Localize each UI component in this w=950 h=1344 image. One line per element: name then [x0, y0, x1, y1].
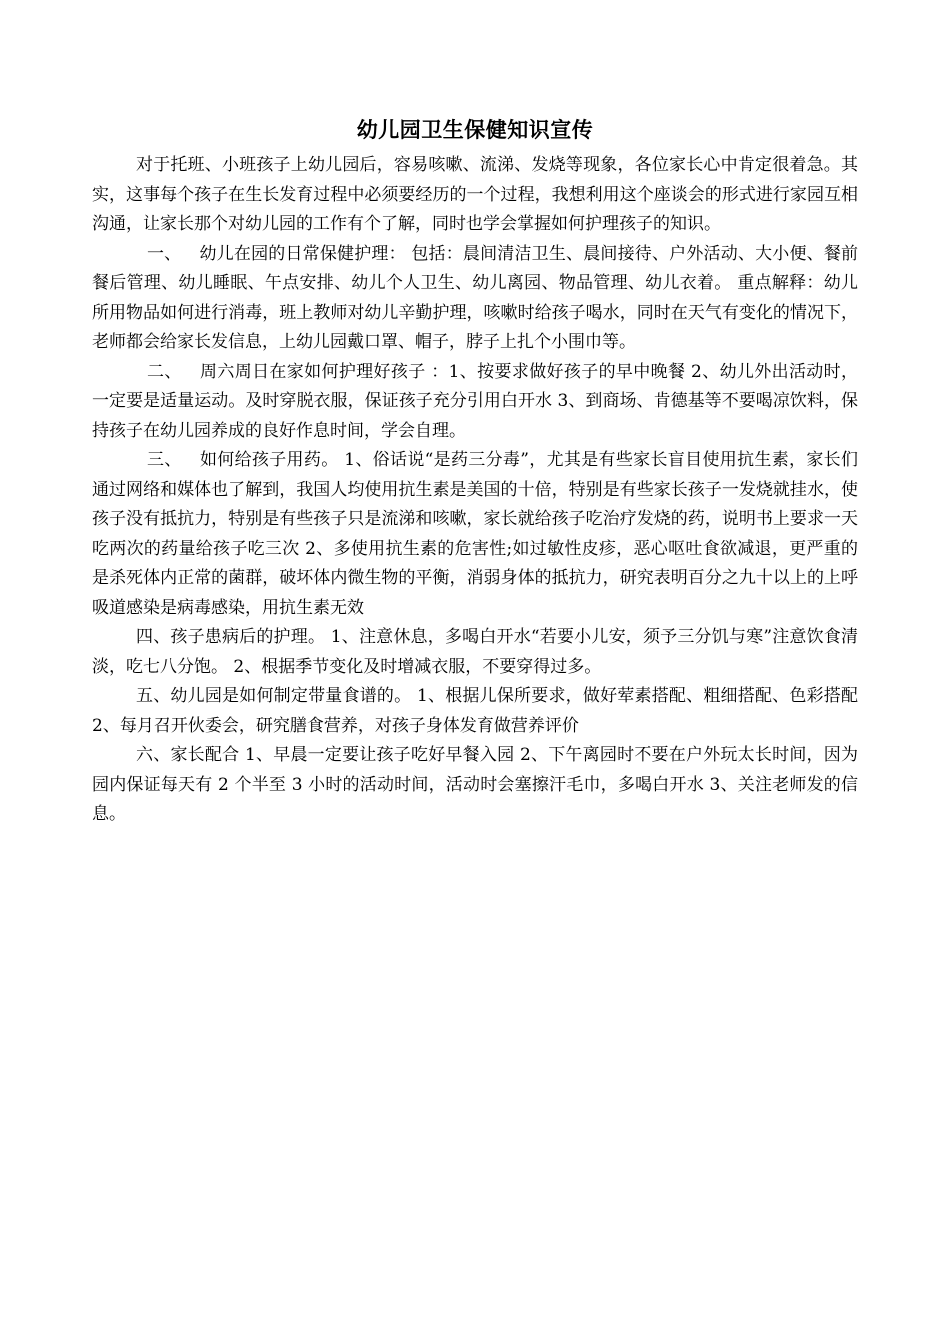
section-6-paragraph: 六、家长配合 1、早晨一定要让孩子吃好早餐入园 2、下午离园时不要在户外玩太长时间，因为园内保证每天有 2 个半至 3 小时的活动时间，活动时会塞擦汗毛巾，多喝白开水 3、关注老师发的信息。	[92, 745, 858, 824]
section-3-number: 三、	[147, 450, 182, 470]
section-1-paragraph	[92, 240, 858, 358]
section-3-paragraph	[92, 446, 858, 623]
document-body	[92, 151, 858, 830]
section-2-number: 二、	[147, 361, 182, 382]
document-title: 幼儿园卫生保健知识宣传	[356, 118, 594, 142]
intro-paragraph: 对于托班、小班孩子上幼儿园后，容易咳嗽、流涕、发烧等现象，各位家长心中肯定很着急。其实，这事每个孩子在生长发育过程中必须要经历的一个过程，我想利用这个座谈会的形式进行家园互相沟通，让家长那个对幼儿园的工作有个了解，同时也学会掌握如何护理孩子的知识。	[92, 155, 858, 234]
section-1-text: 幼儿在园的日常保健护理： 包括：晨间清洁卫生、晨间接待、户外活动、大小便、餐前餐后管理、幼儿睡眠、午点安排、幼儿个人卫生、幼儿离园、物品管理、幼儿衣着。 重点解释：幼儿所用物品如何进行消毒，班上教师对幼儿辛勤护理，咳嗽时给孩子喝水，同时在天气有变化的情况下，老师都会给家长发信息，上幼儿园戴口罩、帽子，脖子上扎个小围巾等。	[92, 243, 859, 352]
section-1-number: 一、	[147, 243, 182, 264]
section-2-text: 周六周日在家如何护理好孩子 ：1、按要求做好孩子的早中晚餐 2、幼儿外出活动时，一定要是适量运动。及时穿脱衣服，保证孩子充分引用白开水 3、到商场、肯德基等不要喝凉饮料，保持孩子在幼儿园养成的良好作息时间，学会自理。	[92, 361, 858, 441]
section-4-paragraph: 四、孩子患病后的护理。 1、注意休息，多喝白开水“若要小儿安，须予三分饥与寒”注意饮食清淡，吃七八分饱。 2、根据季节变化及时增减衣服，不要穿得过多。	[92, 627, 858, 677]
section-5-paragraph: 五、幼儿园是如何制定带量食谱的。 1、根据儿保所要求，做好荤素搭配、粗细搭配、色彩搭配 2、每月召开伙委会，研究膳食营养，对孩子身体发育做营养评价	[92, 686, 858, 736]
section-3-text: 如何给孩子用药。 1、俗话说“是药三分毒”，尤其是有些家长盲目使用抗生素，家长们通过网络和媒体也了解到，我国人均使用抗生素是美国的十倍，特别是有些家长孩子一发烧就挂水，使孩子没有抵抗力，特别是有些孩子只是流涕和咳嗽，家长就给孩子吃治疗发烧的药，说明书上要求一天吃两次的药量给孩子吃三次 2、多使用抗生素的危害性;如过敏性皮疹，恶心呕吐食欲减退，更严重的是杀死体内正常的菌群，破坏体内微生物的平衡，消弱身体的抵抗力，研究表明百分之九十以上的上呼吸道感染是病毒感染，用抗生素无效	[92, 450, 858, 618]
section-2-paragraph	[92, 358, 858, 447]
